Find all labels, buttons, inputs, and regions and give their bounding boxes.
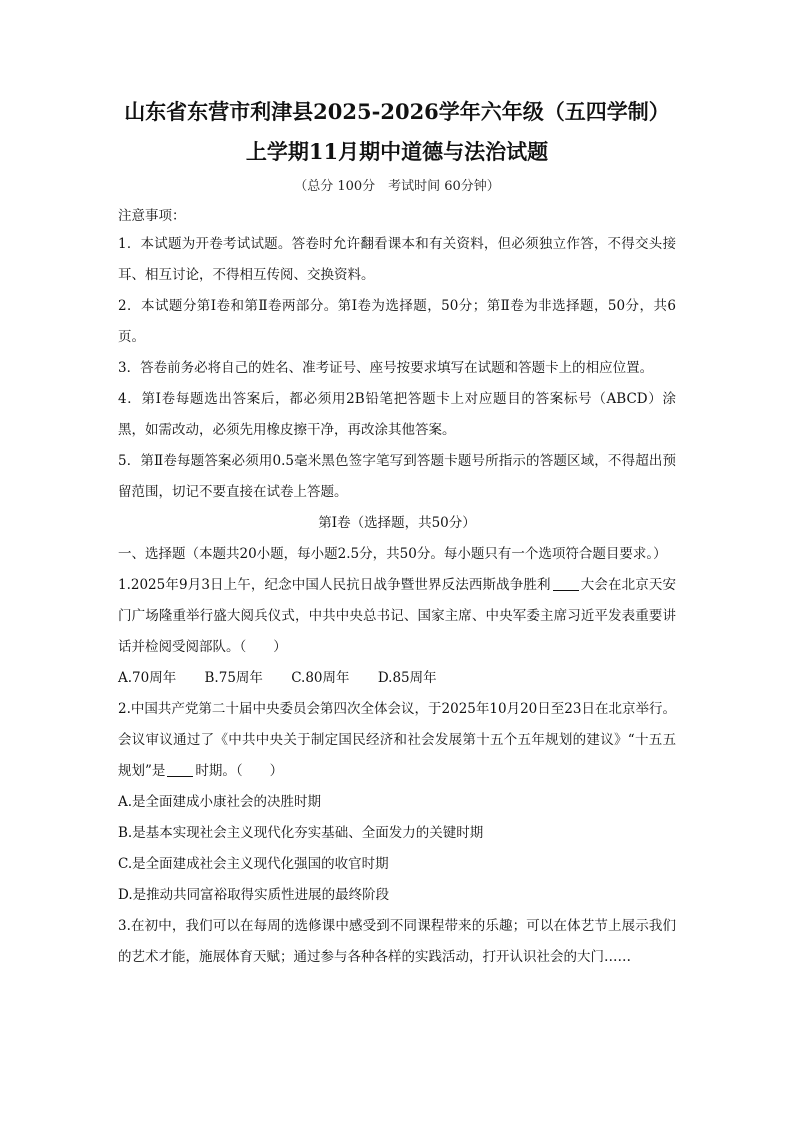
note-item-3: 3．答卷前务必将自己的姓名、准考证号、座号按要求填写在试题和答题卡上的相应位置。	[118, 360, 654, 376]
option-c: C.80周年	[291, 670, 350, 686]
note-item-1: 1．本试题为开卷考试试题。答卷时允许翻看课本和有关资料，但必须独立作答，不得交头接耳、相互讨论，不得相互传阅、交换资料。	[118, 236, 676, 283]
exam-subtitle: （总分 100分 考试时间 60分钟）	[294, 179, 500, 194]
answer-blank	[553, 577, 579, 592]
exam-title-line2: 上学期11月期中道德与法治试题	[245, 139, 549, 164]
note-item-5: 5．第Ⅱ卷每题答案必须用0.5毫米黑色签字笔写到答题卡题号所指示的答题区域，不得超出预留范围，切记不要直接在试卷上答题。	[118, 453, 676, 500]
option-a: A.70周年	[118, 670, 177, 686]
question-1	[118, 570, 676, 663]
note-item-4: 4．第Ⅰ卷每题选出答案后，都必须用2B铅笔把答题卡上对应题目的答案标号（ABCD）涂黑，如需改动，必须先用橡皮擦干净，再改涂其他答案。	[118, 391, 676, 438]
question-1-stem-b: 大会在北京天安门广场隆重举行盛大阅兵仪式，中共中央总书记、国家主席、中央军委主席习近平发表重要讲话并检阅受阅部队。（ ）	[118, 577, 677, 655]
exam-content	[118, 92, 676, 973]
question-2-stem-a: 2.中国共产党第二十届中央委员会第四次全体会议，于2025年10月20日至23日在北京举行。会议审议通过了《中共中央关于制定国民经济和社会发展第十五个五年规划的建议》“十五五规划”是	[118, 701, 676, 779]
question-2	[118, 694, 676, 787]
option-b: B.75周年	[204, 670, 263, 686]
notes-heading: 注意事项：	[118, 208, 186, 224]
question-2-option-b: B.是基本实现社会主义现代化夯实基础、全面发力的关键时期	[118, 825, 484, 841]
question-3: 3.在初中，我们可以在每周的选修课中感受到不同课程带来的乐趣；可以在体艺节上展示我们的艺术才能，施展体育天赋；通过参与各种各样的实践活动，打开认识社会的大门……	[118, 918, 676, 965]
answer-blank	[167, 763, 193, 778]
option-d: D.85周年	[377, 670, 437, 686]
question-2-option-a: A.是全面建成小康社会的决胜时期	[118, 794, 322, 810]
exam-title-line1: 山东省东营市利津县2025-2026学年六年级（五四学制）	[124, 99, 670, 124]
question-1-stem-a: 1.2025年9月3日上午，纪念中国人民抗日战争暨世界反法西斯战争胜利	[118, 577, 551, 593]
question-2-stem-b: 时期。（ ）	[195, 763, 284, 779]
question-2-option-c: C.是全面建成社会主义现代化强国的收官时期	[118, 856, 389, 872]
note-item-2: 2．本试题分第Ⅰ卷和第Ⅱ卷两部分。第Ⅰ卷为选择题，50分；第Ⅱ卷为非选择题，50分，共6页。	[118, 298, 676, 345]
section-instruction: 一、选择题（本题共20小题，每小题2.5分，共50分。每小题只有一个选项符合题目要求。）	[118, 546, 667, 562]
question-1-options	[118, 663, 676, 694]
section-heading: 第Ⅰ卷（选择题，共50分）	[318, 515, 476, 531]
question-2-option-d: D.是推动共同富裕取得实质性进展的最终阶段	[118, 887, 390, 903]
